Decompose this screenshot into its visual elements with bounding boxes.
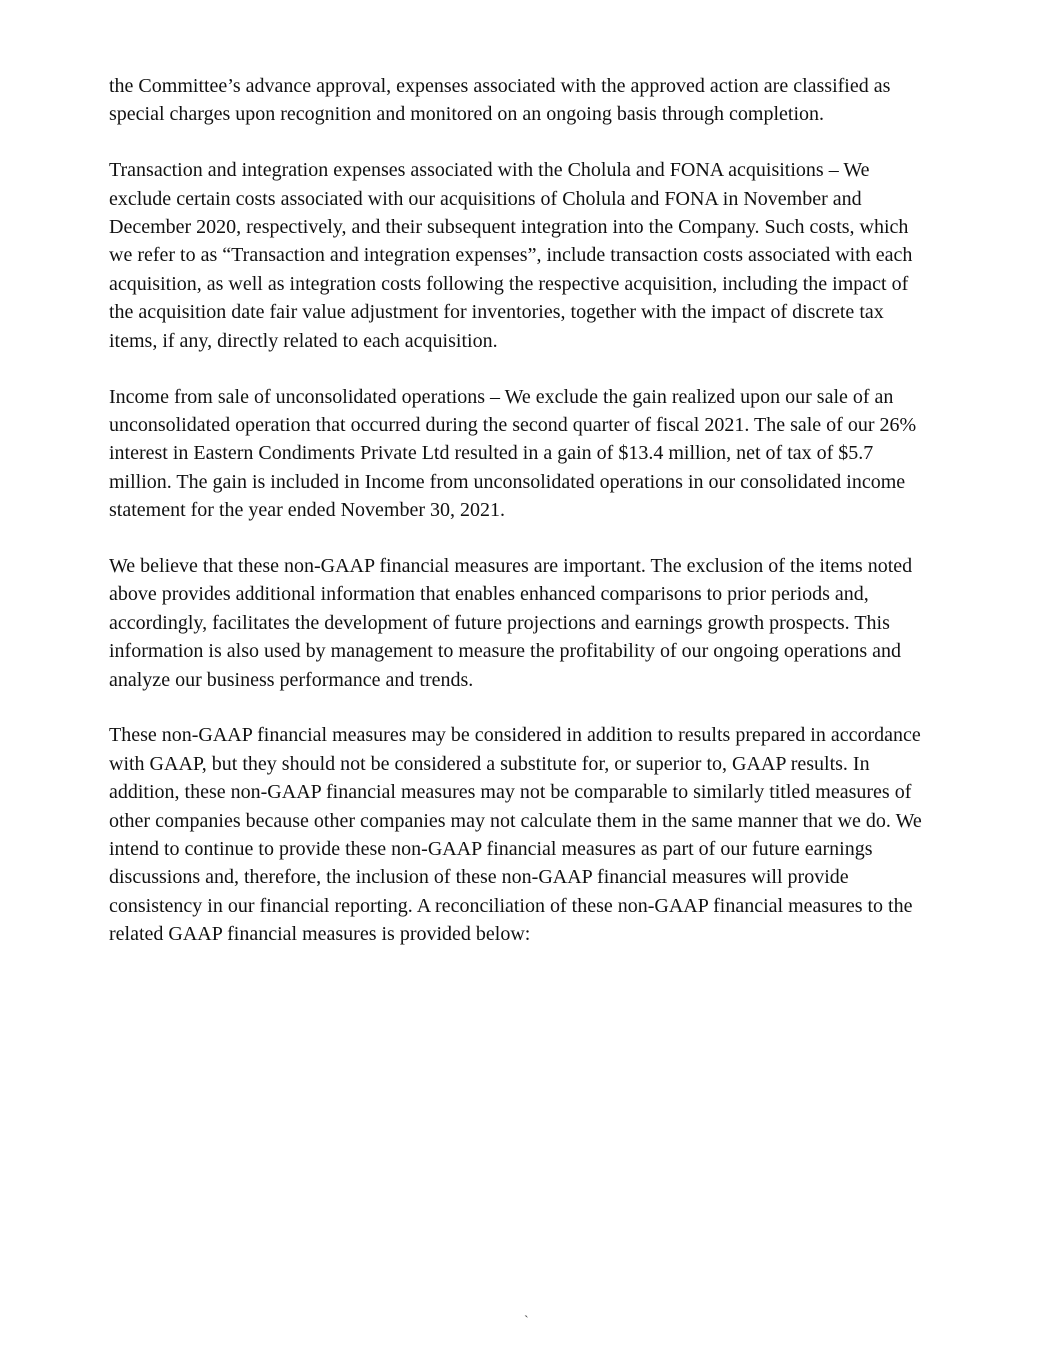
document-body [109, 72, 969, 976]
text-line: above provides additional information that enables enhanced comparisons to prior periods and, [109, 583, 869, 606]
text-line: information is also used by management to measure the profitability of our ongoing operations and [109, 640, 902, 663]
paragraph [109, 721, 969, 948]
text-line: the Committee’s advance approval, expenses associated with the approved action are classified as [109, 75, 891, 97]
text-line: other companies because other companies may not calculate them in the same manner that we do. We [109, 809, 922, 832]
text-line: We believe that these non-GAAP financial measures are important. The exclusion of the items noted [109, 554, 913, 577]
text-line: related GAAP financial measures is provided below: [109, 923, 531, 946]
paragraph [109, 552, 969, 694]
text-line: discussions and, therefore, the inclusion of these non-GAAP financial measures will provide [109, 866, 849, 889]
text-line: interest in Eastern Condiments Private Ltd resulted in a gain of $13.4 million, net of tax of $5.7 [109, 442, 874, 465]
text-line: analyze our business performance and trends. [109, 668, 474, 691]
text-line: statement for the year ended November 30, 2021. [109, 499, 505, 522]
paragraph [109, 72, 969, 129]
text-line: addition, these non-GAAP financial measures may not be comparable to similarly titled measures of [109, 781, 912, 804]
text-line: million. The gain is included in Income from unconsolidated operations in our consolidated income [109, 470, 906, 493]
paragraph [109, 383, 969, 525]
text-line: These non-GAAP financial measures may be considered in addition to results prepared in accordance [109, 724, 921, 747]
text-line: acquisition, as well as integration costs following the respective acquisition, including the impact of [109, 272, 909, 295]
text-line: unconsolidated operation that occurred during the second quarter of fiscal 2021. The sale of our 26% [109, 413, 917, 436]
paragraph [109, 156, 969, 355]
text-line: intend to continue to provide these non-GAAP financial measures as part of our future earnings [109, 837, 873, 860]
text-line: December 2020, respectively, and their subsequent integration into the Company. Such costs, which [109, 216, 909, 239]
text-line: special charges upon recognition and monitored on an ongoing basis through completion. [109, 103, 825, 126]
text-line: Transaction and integration expenses associated with the Cholula and FONA acquisitions – We [109, 159, 870, 182]
text-line: Income from sale of unconsolidated operations – We exclude the gain realized upon our sale of an [109, 385, 894, 408]
text-line: accordingly, facilitates the development of future projections and earnings growth prospects. This [109, 611, 890, 634]
text-line: exclude certain costs associated with our acquisitions of Cholula and FONA in November and [109, 187, 862, 210]
text-line: the acquisition date fair value adjustment for inventories, together with the impact of discrete tax [109, 301, 884, 324]
text-line: with GAAP, but they should not be considered a substitute for, or superior to, GAAP results. In [109, 752, 870, 775]
footer-mark: ` [524, 1314, 529, 1329]
text-line: consistency in our financial reporting. A reconciliation of these non-GAAP financial measures to the [109, 894, 913, 917]
text-line: we refer to as “Transaction and integration expenses”, include transaction costs associated with each [109, 244, 913, 267]
text-line: items, if any, directly related to each acquisition. [109, 329, 498, 352]
